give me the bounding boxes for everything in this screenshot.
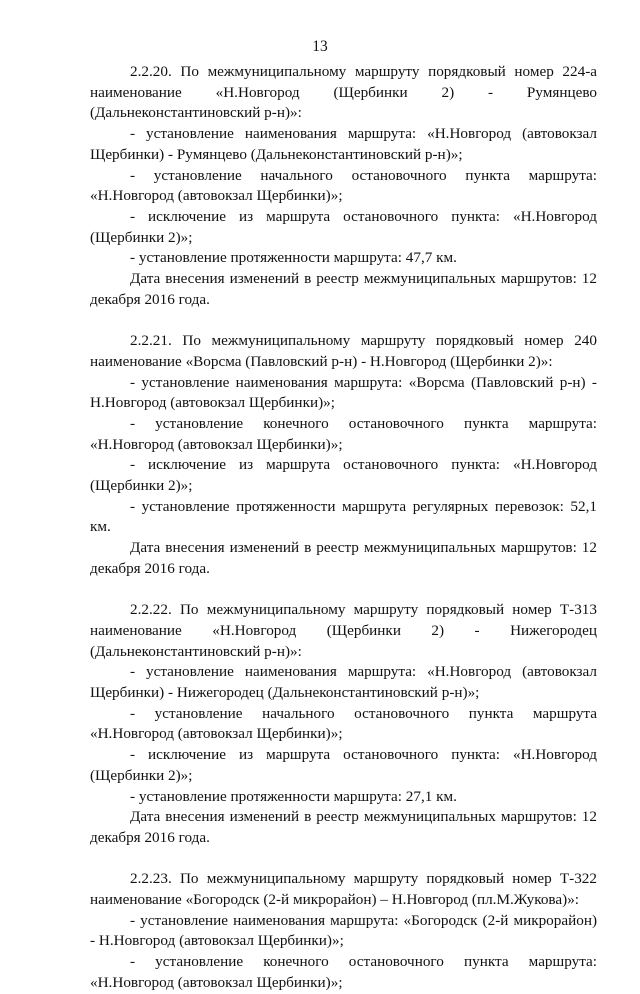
registry-date: Дата внесения изменений в реестр межмуниципальных маршрутов: 12 декабря 2016 года. [90, 539, 597, 577]
section-2-2-21 [90, 331, 597, 579]
list-item: - установление начального остановочного пункта маршрута «Н.Новгород (автовокзал Щербинки)»; [90, 704, 597, 743]
section-2-2-20 [90, 62, 597, 310]
list-item: - установление конечного остановочного пункта маршрута: «Н.Новгород (автовокзал Щербинки)»; [90, 414, 597, 453]
page-number: 13 [312, 38, 328, 55]
list-item: - установление наименования маршрута: «Ворсма (Павловский р-н) - Н.Новгород (автовокзал Щербинки)»; [90, 373, 597, 412]
list-item: - установление наименования маршрута: «Н.Новгород (автовокзал Щербинки) - Нижегородец (Дальнеконстантиновский р-н)»; [90, 663, 597, 702]
list-item: - установление начального остановочного пункта маршрута: «Н.Новгород (автовокзал Щербинки)»; [90, 166, 597, 205]
list-item: - установление конечного остановочного пункта маршрута: «Н.Новгород (автовокзал Щербинки)»; [90, 953, 597, 991]
list-item: - установление наименования маршрута: «Н.Новгород (автовокзал Щербинки) - Румянцево (Дальнеконстантиновский р-н)»; [90, 125, 597, 163]
section-2-2-23 [90, 869, 597, 993]
section-2-2-22 [90, 600, 597, 848]
list-item: - установление протяженности маршрута регулярных перевозок: 52,1 км. [90, 497, 597, 536]
section-heading: 2.2.20. По межмуниципальному маршруту порядковый номер 224-а наименование «Н.Новгород (Щербинки 2) - Румянцево (Дальнеконстантиновский р-н)»: [90, 63, 597, 122]
list-item: - установление наименования маршрута: «Богородск (2-й микрорайон) - Н.Новгород (автовокзал Щербинки)»; [90, 911, 597, 950]
section-heading: 2.2.21. По межмуниципальному маршруту порядковый номер 240 наименование «Ворсма (Павловский р-н) - Н.Новгород (Щербинки 2)»: [90, 332, 597, 370]
list-item: - исключение из маршрута остановочного пункта: «Н.Новгород (Щербинки 2)»; [90, 456, 597, 495]
registry-date: Дата внесения изменений в реестр межмуниципальных маршрутов: 12 декабря 2016 года. [90, 270, 597, 308]
registry-date: Дата внесения изменений в реестр межмуниципальных маршрутов: 12 декабря 2016 года. [90, 808, 597, 846]
list-item: - установление протяженности маршрута: 47,7 км. [130, 249, 457, 267]
section-heading: 2.2.22. По межмуниципальному маршруту порядковый номер Т-313 наименование «Н.Новгород (Щербинки 2) - Нижегородец (Дальнеконстантиновский р-н)»: [90, 601, 597, 660]
list-item: - установление протяженности маршрута: 27,1 км. [130, 787, 457, 805]
list-item: - исключение из маршрута остановочного пункта: «Н.Новгород (Щербинки 2)»; [90, 746, 597, 784]
document-body [90, 62, 597, 994]
list-item: - исключение из маршрута остановочного пункта: «Н.Новгород (Щербинки 2)»; [90, 207, 597, 246]
section-heading: 2.2.23. По межмуниципальному маршруту порядковый номер Т-322 наименование «Богородск (2-й микрорайон) – Н.Новгород (пл.М.Жукова)»: [90, 870, 597, 909]
